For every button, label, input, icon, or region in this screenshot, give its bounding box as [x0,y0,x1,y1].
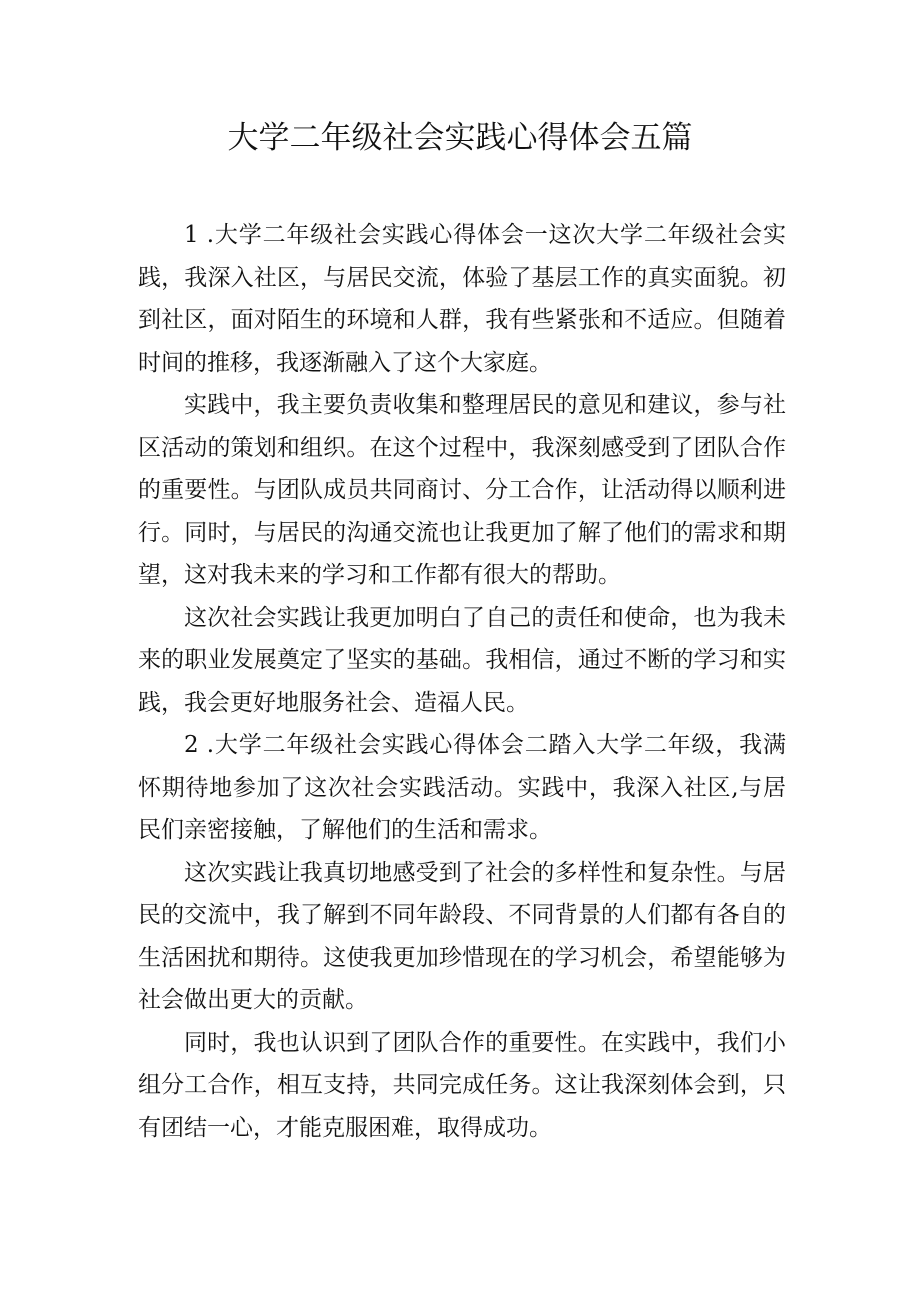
document-title: 大学二年级社会实践心得体会五篇 [227,120,693,156]
paragraph-1: 1 .大学二年级社会实践心得体会一这次大学二年级社会实践，我深入社区，与居民交流，体验了基层工作的真实面貌。初到社区，面对陌生的环境和人群，我有些紧张和不适应。但随着时间的推移，我逐渐融入了这个大家庭。 [138,222,786,376]
paragraph-3: 这次社会实践让我更加明白了自己的责任和使命，也为我未来的职业发展奠定了坚实的基础。我相信，通过不断的学习和实践，我会更好地服务社会、造福人民。 [138,604,786,716]
paragraph-4: 2 .大学二年级社会实践心得体会二踏入大学二年级，我满怀期待地参加了这次社会实践活动。实践中，我深入社区,与居民们亲密接触，了解他们的生活和需求。 [138,732,786,843]
paragraph-6: 同时，我也认识到了团队合作的重要性。在实践中，我们小组分工合作，相互支持，共同完成任务。这让我深刻体会到，只有团结一心，才能克服困难，取得成功。 [138,1029,786,1141]
paragraph-2: 实践中，我主要负责收集和整理居民的意见和建议，参与社区活动的策划和组织。在这个过程中，我深刻感受到了团队合作的重要性。与团队成员共同商讨、分工合作，让活动得以顺利进行。同时，与居民的沟通交流也让我更加了解了他们的需求和期望，这对我未来的学习和工作都有很大的帮助。 [138,392,786,588]
paragraph-5: 这次实践让我真切地感受到了社会的多样性和复杂性。与居民的交流中，我了解到不同年龄段、不同背景的人们都有各自的生活困扰和期待。这使我更加珍惜现在的学习机会，希望能够为社会做出更大的贡献。 [138,859,786,1013]
document-body [138,214,786,1149]
